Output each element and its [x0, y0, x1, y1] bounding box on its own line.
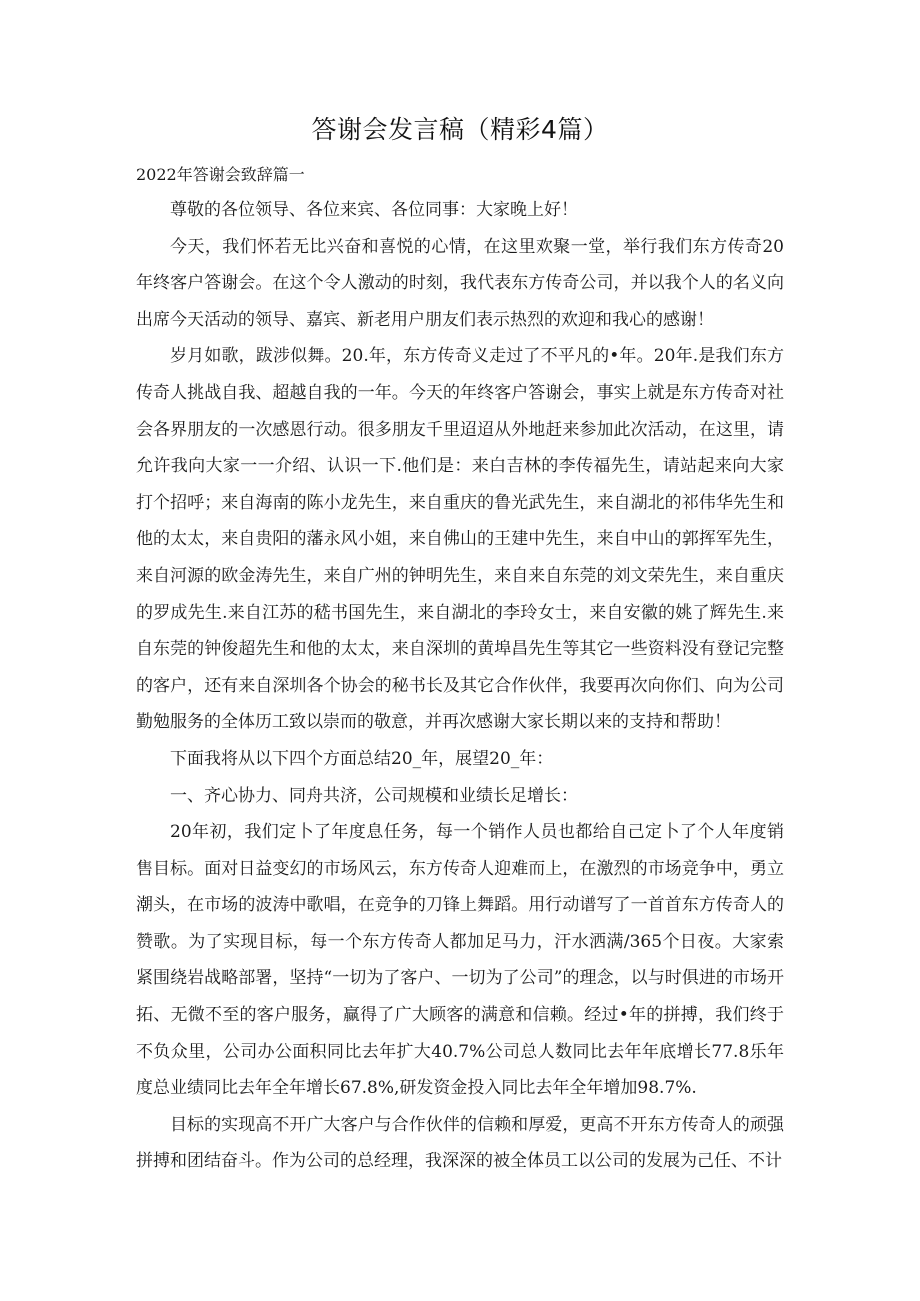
document-body	[136, 160, 784, 1180]
paragraph-achievements: 20年初，我们定卜了年度息任务，每一个销作人员也都给自己定卜了个人年度销售目标。面对日益变幻的市场风云，东方传奇人迎难而上，在激烈的市场竞争中，勇立潮头，在市场的波涛中歌唱，在竞争的刀锋上舞蹈。用行动谱写了一首首东方传奇人的赞歌。为了实现目标，每一个东方传奇人都加足马力，汗水洒满/365个日夜。大家索紧围绕岩战略部署，坚持“一切为了客户、一切为了公司”的理念，以与时俱进的市场开拓、无微不至的客户服务，赢得了广大顾客的满意和信赖。经过•年的拼搏，我们终于不负众里，公司办公面积同比去年扩大40.7%公司总人数同比去年年底增长77.8乐年度总业绩同比去年全年增长67.8%,研发资金投入同比去年全年增加98.7%.	[136, 822, 784, 1099]
paragraph-gratitude: 目标的实现高不开广大客户与合作伙伴的信赖和厚爱，更高不开东方传奇人的顽强拼搏和团结奋斗。作为公司的总经理，我深深的被全体员工以公司的发展为己任、不计	[136, 1114, 784, 1172]
document-title: 答谢会发言稿（精彩4篇）	[311, 115, 609, 144]
paragraph-outline: 下面我将从以下四个方面总结20_年，展望20_年：	[170, 748, 554, 769]
paragraph-section-one-heading: 一、齐心协力、同舟共济，公司规模和业绩长足增长：	[170, 785, 578, 806]
section-heading: 2022年答谢会致辞篇一	[136, 165, 305, 184]
paragraph-greeting: 尊敬的各位领导、各位来宾、各位同事：大家晚上好！	[170, 200, 578, 220]
paragraph-guests: 岁月如歌，跋涉似舞。20.年，东方传奇义走过了不平凡的•年。20年.是我们东方传奇人挑战自我、超越自我的一年。今天的年终客户答谢会，事实上就是东方传奇对社会各界朋友的一次感恩行动。很多朋友千里迢迢从外地赶来参加此次活动，在这里，请允许我向大家一一介绍、认识一下.他们是：来白吉林的李传福先生，请站起来向大家打个招呼；来自海南的陈小龙先生，来自重庆的鲁光武先生，来自湖北的祁伟华先生和他的太太，来自贵阳的藩永风小姐，来自佛山的王建中先生，来自中山的郭挥军先生，来自河源的欧金涛先生，来自广州的钟明先生，来自来自东莞的刘文荣先生，来自重庆的罗成先生.来自江苏的嵇书国先生，来自湖北的李玲女士，来自安徽的姚了辉先生.来自东莞的钟俊超先生和他的太太，来自深圳的黄埠昌先生等其它一些资料没有登记完整的客户，还有来自深圳各个协会的秘书长及其它合作伙伴，我要再次向你们、向为公司勤勉服务的全体历工致以崇而的敬意，并再次感谢大家长期以来的支持和帮助！	[136, 346, 784, 733]
paragraph-opening: 今天，我们怀若无比兴奋和喜悦的心情，在这里欢聚一堂，举行我们东方传奇20年终客户答谢会。在这个令人激动的时刻，我代表东方传奇公司，并以我个人的名义向出席今天活动的领导、嘉宾、新老用户朋友们表示热烈的欢迎和我心的感谢！	[136, 236, 784, 330]
